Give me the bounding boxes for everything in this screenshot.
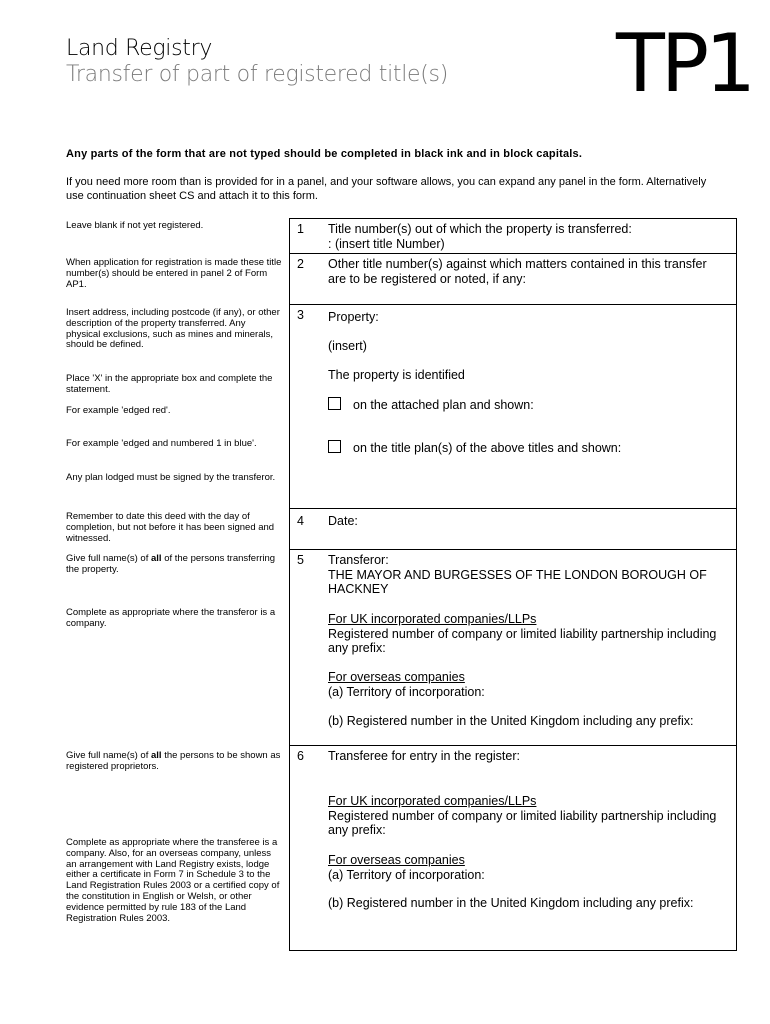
panel-5-transferor — [289, 549, 737, 746]
uk-companies-text: Registered number of company or limited liability partnership including any prefix: — [328, 808, 717, 837]
panel-number: 4 — [297, 514, 304, 528]
transferor-name[interactable]: THE MAYOR AND BURGESSES OF THE LONDON BOROUGH OF HACKNEY — [328, 567, 707, 596]
form-code: TP1 — [616, 17, 753, 110]
checkbox-title-plan[interactable] — [328, 440, 341, 453]
overseas-reg-number-label: (b) Registered number in the United Kingdom including any prefix: — [328, 714, 694, 728]
note-4: Place 'X' in the appropriate box and complete the statement. — [66, 373, 273, 395]
note-9: Give full name(s) of all of the persons transferring the property. — [66, 553, 276, 575]
overseas-reg-number-label: (b) Registered number in the United Kingdom including any prefix: — [328, 896, 694, 910]
option-title-plan[interactable] — [328, 440, 728, 456]
panel-3-label: Property: — [328, 310, 379, 324]
overseas-territory-label: (a) Territory of incorporation: — [328, 867, 485, 882]
option-title-plan-label: on the title plan(s) of the above titles and shown: — [353, 441, 622, 455]
uk-companies-text: Registered number of company or limited liability partnership including any prefix: — [328, 626, 717, 655]
panel-2-label: Other title number(s) against which matters contained in this transfer are to be registered or noted, if any: — [328, 257, 707, 286]
intro-instruction: Any parts of the form that are not typed should be completed in black ink and in block capitals. — [66, 148, 583, 160]
note-2: When application for registration is made these title number(s) should be entered in panel 2 of Form AP1. — [66, 257, 282, 290]
panel-number: 2 — [297, 257, 304, 271]
note-8: Remember to date this deed with the day of completion, but not before it has been signed and witnessed. — [66, 511, 275, 544]
note-6: For example 'edged and numbered 1 in blue'. — [66, 438, 257, 449]
transferee-label: Transferee for entry in the register: — [328, 749, 520, 763]
panel-6-transferee — [289, 745, 737, 951]
property-value[interactable]: (insert) — [328, 339, 367, 353]
overseas-companies-heading: For overseas companies — [328, 853, 465, 867]
panel-3-property — [289, 304, 737, 509]
panel-4-date — [289, 508, 737, 550]
page-title: Land Registry — [66, 36, 213, 61]
transferor-label: Transferor: — [328, 553, 389, 567]
option-attached-plan[interactable] — [328, 397, 728, 413]
note-1: Leave blank if not yet registered. — [66, 220, 204, 231]
note-12: Complete as appropriate where the transferee is a company. Also, for an overseas company, unless an arrangement with Land Registry exists, lodge either a certificate in Form 7 in Schedule 3 to the Land Registration Rules 2003 or a certified copy of the constitution in English or Welsh, or other evidence permitted by rule 183 of the Land Registration Rules 2003. — [66, 837, 280, 924]
page-subtitle: Transfer of part of registered title(s) — [66, 62, 448, 87]
intro-text: If you need more room than is provided for in a panel, and your software allows, you can expand any panel in the form. Alternatively use continuation sheet CS and attach it to this form. — [66, 176, 707, 202]
overseas-territory-label: (a) Territory of incorporation: — [328, 684, 485, 699]
date-label: Date: — [328, 514, 358, 528]
property-identified-label: The property is identified — [328, 368, 465, 382]
note-11: Give full name(s) of all the persons to be shown as registered proprietors. — [66, 750, 281, 772]
note-5: For example 'edged red'. — [66, 405, 171, 416]
panel-number: 1 — [297, 222, 304, 236]
panel-1-title-numbers — [289, 218, 737, 254]
uk-companies-heading: For UK incorporated companies/LLPs — [328, 794, 537, 808]
panel-2-other-titles — [289, 253, 737, 305]
panel-1-label: Title number(s) out of which the property is transferred: — [328, 222, 632, 236]
note-7: Any plan lodged must be signed by the transferor. — [66, 472, 276, 483]
panel-number: 3 — [297, 308, 304, 322]
checkbox-attached-plan[interactable] — [328, 397, 341, 410]
panel-number: 5 — [297, 553, 304, 567]
note-10: Complete as appropriate where the transferor is a company. — [66, 607, 276, 629]
note-3: Insert address, including postcode (if any), or other description of the property transferred. Any physical exclusions, such as mines and minerals, should be defined. — [66, 307, 280, 351]
panel-1-value[interactable]: : (insert title Number) — [328, 236, 445, 251]
overseas-companies-heading: For overseas companies — [328, 670, 465, 684]
option-attached-plan-label: on the attached plan and shown: — [353, 398, 534, 412]
panel-number: 6 — [297, 749, 304, 763]
uk-companies-heading: For UK incorporated companies/LLPs — [328, 612, 537, 626]
